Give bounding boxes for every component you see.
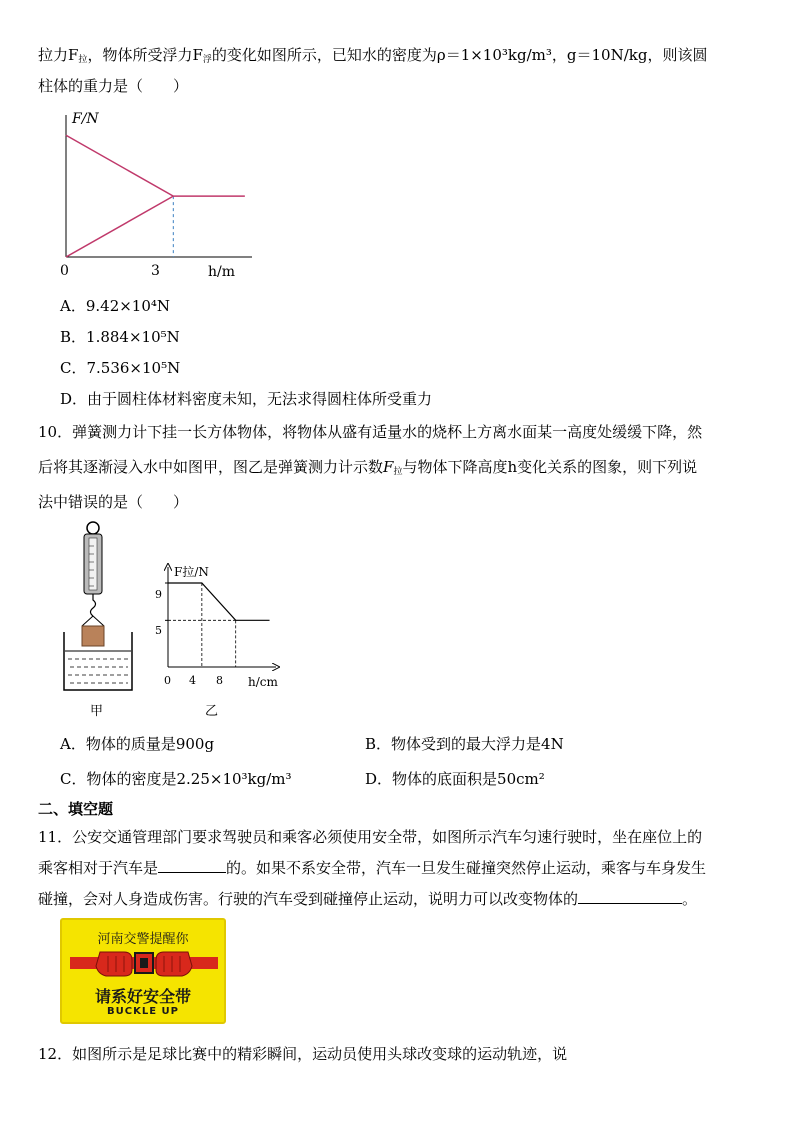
seatbelt-buckle-icon (70, 948, 218, 978)
q10-force-height-chart (150, 555, 290, 705)
q10-option-b[interactable]: B．物体受到的最大浮力是4N (365, 735, 564, 753)
q10-chart-axes (168, 567, 276, 667)
q10-y-tick-9: 9 (155, 588, 162, 601)
q9-option-a[interactable]: A．9.42×10⁴N (60, 297, 171, 315)
q10-option-c[interactable]: C．物体的密度是2.25×10³kg/m³ (60, 770, 292, 788)
sign-english-text: BUCKLE UP (107, 1006, 179, 1017)
fig-a-caption: 甲 (90, 704, 104, 719)
q10-stem-line3: 法中错误的是（ ） (38, 493, 189, 511)
q9-stem-line2: 柱体的重力是（ ） (38, 77, 189, 95)
q10-stem-line1: 10．弹簧测力计下挂一长方体物体，将物体从盛有适量水的烧杯上方离水面某一高度处缓缓下降，然 (38, 423, 703, 441)
q10-x-tick-4: 4 (189, 674, 196, 687)
q9-option-b[interactable]: B．1.884×10⁵N (60, 328, 180, 346)
q9-force-depth-chart (52, 105, 282, 285)
hanging-block (82, 626, 104, 646)
q11-line3: 碰撞，会对人身造成伤害。行驶的汽车受到碰撞停止运动，说明力可以改变物体的 。 (38, 890, 698, 908)
scale-ring (87, 522, 99, 534)
q9-x-tick-3: 3 (151, 263, 160, 279)
section-title: 二、填空题 (38, 800, 114, 818)
spring-scale-beaker-figure (58, 520, 138, 700)
q10-x-tick-8: 8 (216, 674, 223, 687)
q9-y-axis-label: F/N (72, 111, 99, 127)
sign-main-text: 请系好安全带 (94, 987, 191, 1006)
q9-series-line-1 (66, 196, 173, 257)
water (68, 659, 128, 683)
q10-series-line (168, 583, 270, 620)
fig-b-caption: 乙 (205, 704, 219, 719)
q10-option-d[interactable]: D．物体的底面积是50cm² (365, 770, 545, 788)
q9-series-line-0 (66, 135, 245, 196)
sign-top-text: 河南交警提醒你 (97, 932, 189, 947)
q11-line2: 乘客相对于汽车是 的。如果不系安全带，汽车一旦发生碰撞突然停止运动，乘客与车身发生 (38, 859, 707, 877)
q11-blank-1[interactable] (158, 858, 226, 873)
q10-x-tick-0: 0 (164, 674, 171, 687)
seatbelt-sign (60, 918, 226, 1024)
q10-option-a[interactable]: A．物体的质量是900g (60, 735, 215, 753)
q11-line1: 11．公安交通管理部门要求驾驶员和乘客必须使用安全带，如图所示汽车匀速行驶时，坐在座位上的 (38, 828, 703, 846)
q11-blank-2[interactable] (578, 889, 682, 904)
q9-x-axis-label: h/m (208, 264, 236, 280)
q10-y-tick-5: 5 (155, 624, 162, 637)
q9-x-tick-0: 0 (60, 263, 69, 279)
hang-strings (82, 616, 104, 626)
q12-line1: 12．如图所示是足球比赛中的精彩瞬间，运动员使用头球改变球的运动轨迹，说 (38, 1045, 568, 1063)
q9-chart-axes (66, 115, 252, 257)
q10-stem-line2: 后将其逐渐浸入水中如图甲，图乙是弹簧测力计示数$F_拉$与物体下降高度h变化关系的图象，则下列说 (38, 458, 698, 477)
q9-stem-line1: 拉力$F_拉$，物体所受浮力$F_浮$的变化如图所示，已知水的密度为ρ＝1×10³kg/m³，g＝10N/kg，则该圆 (38, 46, 708, 65)
scale-hook (91, 594, 96, 616)
q10-x-axis-label: h/cm (248, 675, 278, 689)
q9-option-d[interactable]: D．由于圆柱体材料密度未知，无法求得圆柱体所受重力 (60, 390, 433, 408)
q10-y-axis-label: F拉/N (174, 565, 209, 579)
q9-option-c[interactable]: C．7.536×10⁵N (60, 359, 181, 377)
